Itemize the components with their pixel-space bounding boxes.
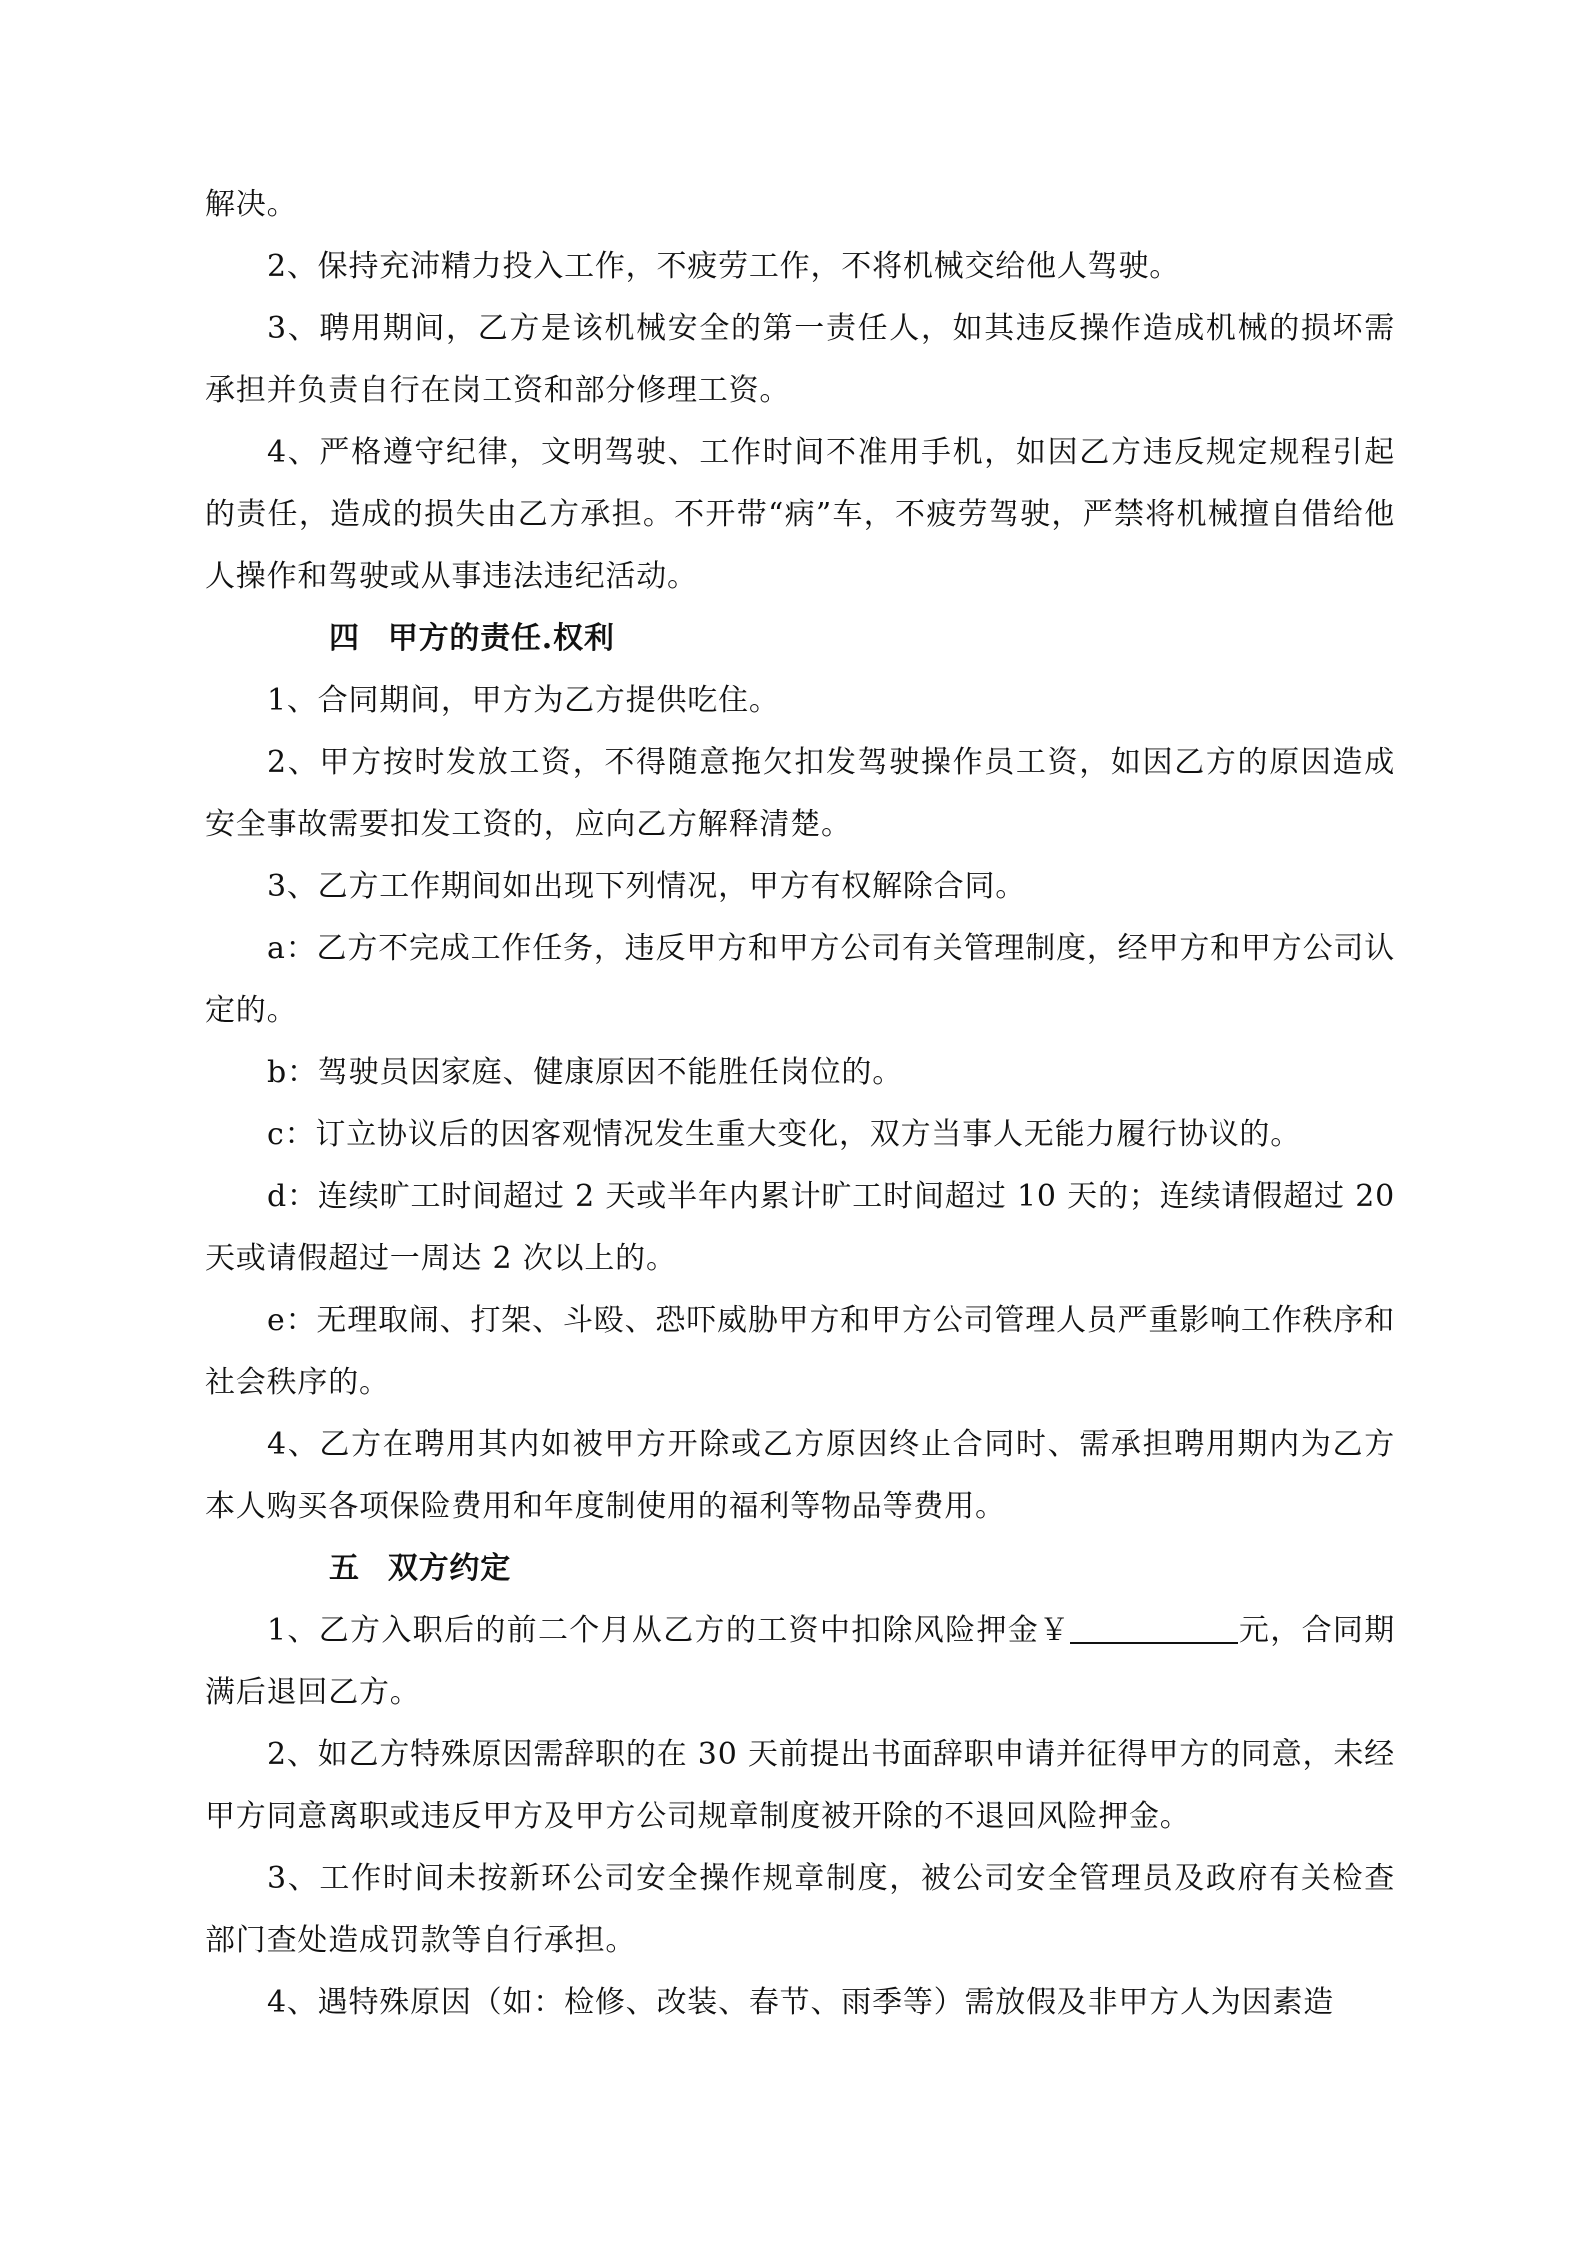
paragraph: 2、保持充沛精力投入工作，不疲劳工作，不将机械交给他人驾驶。 — [267, 249, 1181, 284]
paragraph: 4、严格遵守纪律，文明驾驶、工作时间不准用手机，如因乙方违反规定规程引起的责任，造成的损失由乙方承担。不开带“病”车，不疲劳驾驶，严禁将机械擅自借给他人操作和驾驶或从事违法违纪活动。 — [205, 435, 1395, 594]
paragraph: c：订立协议后的因客观情况发生重大变化，双方当事人无能力履行协议的。 — [267, 1117, 1302, 1152]
paragraph: 3、聘用期间，乙方是该机械安全的第一责任人，如其违反操作造成机械的损坏需承担并负责自行在岗工资和部分修理工资。 — [205, 311, 1395, 408]
paragraph: a：乙方不完成工作任务，违反甲方和甲方公司有关管理制度，经甲方和甲方公司认定的。 — [205, 931, 1395, 1028]
paragraph: 3、乙方工作期间如出现下列情况，甲方有权解除合同。 — [267, 869, 1027, 904]
paragraph: e：无理取闹、打架、斗殴、恐吓威胁甲方和甲方公司管理人员严重影响工作秩序和社会秩序的。 — [205, 1303, 1395, 1400]
paragraph-text-after-blank: 元，合同期满后退回乙方。 — [205, 1613, 1396, 1710]
paragraph: 3、工作时间未按新环公司安全操作规章制度，被公司安全管理员及政府有关检查部门查处造成罚款等自行承担。 — [205, 1861, 1395, 1958]
paragraph: d：连续旷工时间超过 2 天或半年内累计旷工时间超过 10 天的；连续请假超过 20 天或请假超过一周达 2 次以上的。 — [205, 1179, 1395, 1276]
section-title: 甲方的责任.权利 — [387, 621, 615, 656]
paragraph-text-before-blank: 1、乙方入职后的前二个月从乙方的工资中扣除风险押金￥ — [267, 1613, 1071, 1648]
section-number: 四 — [329, 621, 360, 656]
section-heading — [205, 608, 1395, 670]
section-number: 五 — [329, 1551, 360, 1586]
paragraph: 4、遇特殊原因（如：检修、改装、春节、雨季等）需放假及非甲方人为因素造 — [267, 1985, 1335, 2020]
paragraph: 1、合同期间，甲方为乙方提供吃住。 — [267, 683, 780, 718]
deposit-amount-blank — [1070, 1612, 1238, 1644]
paragraph: 4、乙方在聘用其内如被甲方开除或乙方原因终止合同时、需承担聘用期内为乙方本人购买各项保险费用和年度制使用的福利等物品等费用。 — [205, 1427, 1395, 1524]
section-title: 双方约定 — [387, 1551, 512, 1586]
paragraph: 解决。 — [205, 187, 298, 222]
paragraph: b：驾驶员因家庭、健康原因不能胜任岗位的。 — [267, 1055, 904, 1090]
paragraph: 2、甲方按时发放工资，不得随意拖欠扣发驾驶操作员工资，如因乙方的原因造成安全事故需要扣发工资的，应向乙方解释清楚。 — [205, 745, 1395, 842]
document-body — [205, 174, 1395, 2034]
section-heading — [205, 1538, 1395, 1600]
paragraph-with-blank — [205, 1600, 1395, 1724]
paragraph: 2、如乙方特殊原因需辞职的在 30 天前提出书面辞职申请并征得甲方的同意，未经甲方同意离职或违反甲方及甲方公司规章制度被开除的不退回风险押金。 — [205, 1737, 1395, 1834]
